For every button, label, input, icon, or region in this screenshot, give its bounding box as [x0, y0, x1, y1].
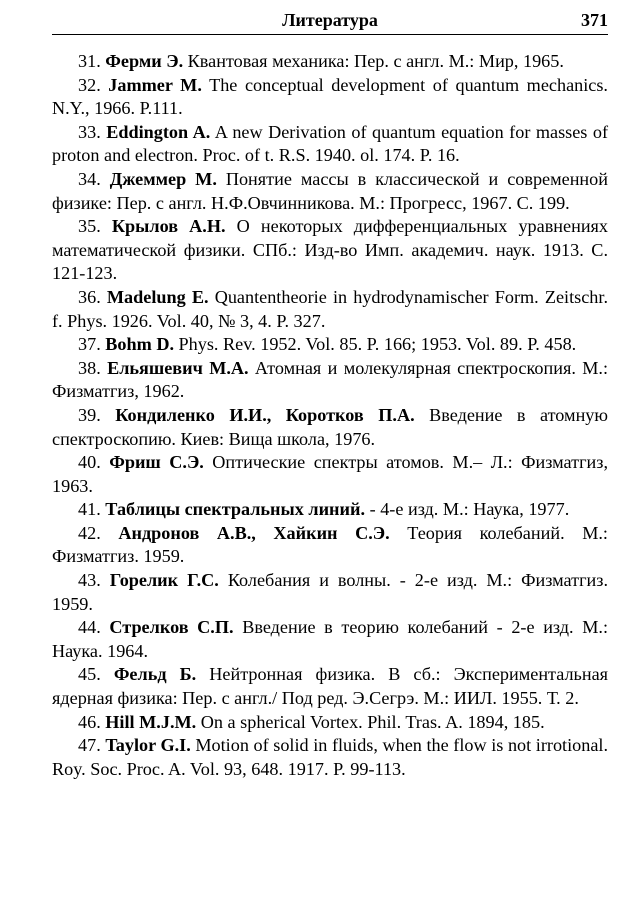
reference-number: 47. — [78, 735, 101, 756]
reference-item — [52, 286, 608, 333]
page-number: 371 — [581, 10, 608, 30]
reference-number: 31. — [78, 51, 101, 71]
reference-author: Hill M.J.M. — [105, 711, 197, 732]
reference-text: On a spherical Vortex. Phil. Tras. A. 1894, 185. — [196, 711, 545, 732]
reference-text: Оптические спектры атомов. М.– Л.: Физматгиз, 1963. — [52, 452, 608, 496]
reference-number: 36. — [78, 286, 101, 307]
reference-item — [52, 74, 608, 121]
reference-number: 41. — [78, 499, 101, 520]
reference-number: 46. — [78, 711, 101, 732]
reference-item — [52, 333, 608, 357]
running-title: Литература — [282, 10, 378, 30]
reference-author: Madelung E. — [106, 286, 209, 307]
reference-text: Колебания и волны. - 2-е изд. М.: Физматгиз. 1959. — [52, 570, 608, 614]
reference-item — [52, 168, 608, 215]
reference-number: 44. — [78, 617, 101, 638]
reference-text: Квантовая механика: Пер. с англ. М.: Мир, 1965. — [183, 51, 564, 71]
reference-text: Введение в атомную спектроскопию. Киев: Вища школа, 1976. — [52, 404, 608, 449]
reference-author: Jammer M. — [108, 74, 202, 95]
reference-author: Андронов А.В., Хайкин С.Э. — [118, 522, 390, 543]
reference-item — [52, 451, 608, 498]
reference-text: - 4-е изд. М.: Наука, 1977. — [365, 499, 570, 520]
reference-author: Bohm D. — [105, 334, 174, 355]
reference-number: 43. — [78, 570, 101, 591]
reference-text: The conceptual development of quantum mechanics. N.Y., 1966. P.111. — [52, 74, 608, 119]
reference-item — [52, 616, 608, 663]
reference-item — [52, 569, 608, 616]
reference-author: Eddington A. — [106, 121, 211, 142]
reference-item — [52, 498, 608, 522]
reference-text: О некоторых дифференциальных уравнениях математической физики. СПб.: Изд-во Имп. академич. наук. 1913. С. 121-123. — [52, 216, 609, 284]
reference-author: Горелик Г.С. — [109, 570, 219, 591]
reference-text: Атомная и молекулярная спектроскопия. М.: Физматгиз, 1962. — [52, 357, 609, 402]
reference-text: Motion of solid in fluids, when the flow is not irrotional. Roy. Soc. Proc. A. Vol. 93, 648. 1917. P. 99-113. — [52, 735, 608, 779]
reference-text: Нейтронная физика. В сб.: Экспериментальная ядерная физика: Пер. с англ./ Под ред. Э.Сегрэ. М.: ИИЛ. 1955. Т. 2. — [52, 664, 609, 709]
reference-item — [52, 50, 608, 74]
reference-text: A new Derivation of quantum equation for masses of proton and electron. Proc. of t. R.S. 1940. ol. 174. P. 16. — [52, 121, 609, 166]
reference-text: Понятие массы в классической и современной физике: Пер. с англ. Н.Ф.Овчинникова. М.: Прогресс, 1967. С. 199. — [52, 168, 608, 213]
reference-number: 37. — [78, 334, 101, 355]
reference-number: 39. — [78, 404, 101, 425]
reference-author: Фельд Б. — [113, 664, 197, 685]
reference-number: 35. — [78, 216, 101, 237]
reference-item — [52, 522, 608, 569]
reference-item — [52, 711, 608, 735]
reference-author: Ельяшевич М.А. — [107, 357, 249, 378]
reference-author: Ферми Э. — [105, 51, 184, 71]
reference-author: Кондиленко И.И., Коротков П.А. — [115, 404, 415, 425]
reference-number: 32. — [78, 74, 101, 95]
reference-author: Taylor G.I. — [105, 735, 191, 756]
reference-text: Теория колебаний. М.: Физматгиз. 1959. — [52, 522, 608, 567]
reference-number: 40. — [78, 452, 101, 473]
reference-author: Джеммер М. — [109, 168, 217, 189]
reference-list — [52, 50, 608, 781]
reference-item — [52, 404, 608, 451]
reference-number: 33. — [78, 121, 101, 142]
reference-text: Введение в теорию колебаний - 2-е изд. М.: Наука. 1964. — [52, 617, 609, 661]
reference-number: 45. — [78, 664, 101, 685]
page-header — [52, 8, 608, 35]
reference-text: Quantentheorie in hydrodynamischer Form. Zeitschr. f. Phys. 1926. Vol. 40, № 3, 4. P. 327. — [52, 286, 608, 331]
reference-author: Фриш С.Э. — [109, 452, 204, 473]
reference-item — [52, 663, 608, 710]
reference-number: 38. — [78, 357, 101, 378]
reference-item — [52, 121, 608, 168]
reference-item — [52, 357, 608, 404]
reference-author: Стрелков С.П. — [109, 617, 234, 638]
reference-author: Таблицы спектральных линий. — [105, 499, 366, 520]
reference-author: Крылов А.Н. — [111, 216, 226, 237]
reference-text: Phys. Rev. 1952. Vol. 85. P. 166; 1953. Vol. 89. P. 458. — [174, 334, 577, 355]
reference-number: 42. — [78, 522, 101, 543]
reference-item — [52, 734, 608, 781]
reference-number: 34. — [78, 168, 101, 189]
reference-item — [52, 215, 608, 286]
